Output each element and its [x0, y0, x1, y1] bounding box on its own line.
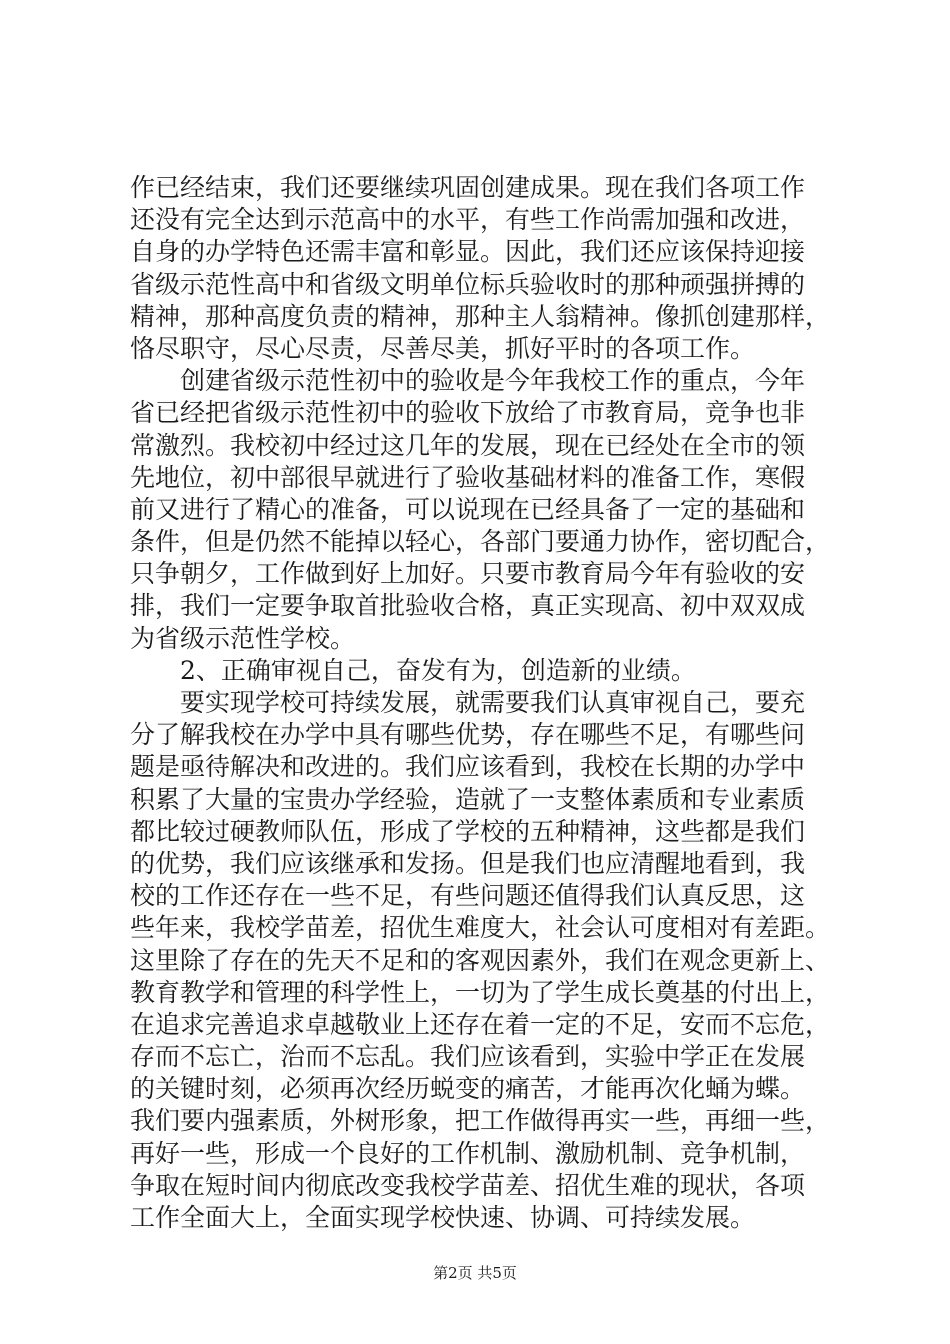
text-line: 题是亟待解决和改进的。我们应该看到，我校在长期的办学中	[130, 752, 806, 782]
text-line: 我们要内强素质，外树形象，把工作做得再实一些，再细一些，	[130, 1106, 831, 1136]
text-line: 在追求完善追求卓越敬业上还存在着一定的不足，安而不忘危，	[130, 1009, 831, 1039]
text-line: 分了解我校在办学中具有哪些优势，存在哪些不足，有哪些问	[130, 720, 806, 750]
text-line: 创建省级示范性初中的验收是今年我校工作的重点，今年	[180, 366, 806, 396]
text-line: 些年来，我校学苗差，招优生难度大，社会认可度相对有差距。	[130, 913, 831, 943]
text-line: 教育教学和管理的科学性上，一切为了学生成长奠基的付出上，	[130, 977, 831, 1007]
text-line: 精神，那种高度负责的精神，那种主人翁精神。像抓创建那样，	[130, 301, 831, 331]
text-line: 的优势，我们应该继承和发扬。但是我们也应清醒地看到，我	[130, 848, 806, 878]
text-line: 积累了大量的宝贵办学经验，造就了一支整体素质和专业素质	[130, 784, 806, 814]
text-line: 还没有完全达到示范高中的水平，有些工作尚需加强和改进，	[130, 205, 806, 235]
text-line: 恪尽职守，尽心尽责，尽善尽美，抓好平时的各项工作。	[130, 333, 756, 363]
text-line: 省已经把省级示范性初中的验收下放给了市教育局，竞争也非	[130, 398, 806, 428]
page-footer: 第2页 共5页	[433, 1264, 517, 1282]
text-line: 存而不忘亡，治而不忘乱。我们应该看到，实验中学正在发展	[130, 1042, 806, 1072]
text-line: 常激烈。我校初中经过这几年的发展，现在已经处在全市的领	[130, 430, 806, 460]
text-line: 前又进行了精心的准备，可以说现在已经具备了一定的基础和	[130, 494, 806, 524]
document-body	[130, 172, 830, 1234]
text-line: 省级示范性高中和省级文明单位标兵验收时的那种顽强拼搏的	[130, 269, 806, 299]
text-line: 这里除了存在的先天不足和的客观因素外，我们在观念更新上、	[130, 945, 831, 975]
text-line: 排，我们一定要争取首批验收合格，真正实现高、初中双双成	[130, 591, 806, 621]
text-line: 要实现学校可持续发展，就需要我们认真审视自己，要充	[180, 688, 806, 717]
text-line: 再好一些，形成一个良好的工作机制、激励机制、竞争机制，	[130, 1138, 806, 1168]
text-line: 条件，但是仍然不能掉以轻心，各部门要通力协作，密切配合，	[130, 527, 831, 557]
text-line: 的关键时刻，必须再次经历蜕变的痛苦，才能再次化蛹为蝶。	[130, 1074, 806, 1104]
text-line: 都比较过硬教师队伍，形成了学校的五种精神，这些都是我们	[130, 816, 806, 846]
text-line: 为省级示范性学校。	[130, 623, 356, 653]
text-line: 工作全面大上，全面实现学校快速、协调、可持续发展。	[130, 1203, 756, 1232]
text-line: 自身的办学特色还需丰富和彰显。因此，我们还应该保持迎接	[130, 237, 806, 267]
text-line: 作已经结束，我们还要继续巩固创建成果。现在我们各项工作	[130, 173, 806, 202]
text-line: 校的工作还存在一些不足，有些问题还值得我们认真反思，这	[130, 881, 806, 911]
text-line: 争取在短时间内彻底改变我校学苗差、招优生难的现状，各项	[130, 1170, 806, 1200]
text-line: 2、正确审视自己，奋发有为，创造新的业绩。	[180, 655, 696, 685]
text-line: 先地位，初中部很早就进行了验收基础材料的准备工作，寒假	[130, 462, 806, 492]
text-line: 只争朝夕，工作做到好上加好。只要市教育局今年有验收的安	[130, 559, 806, 589]
